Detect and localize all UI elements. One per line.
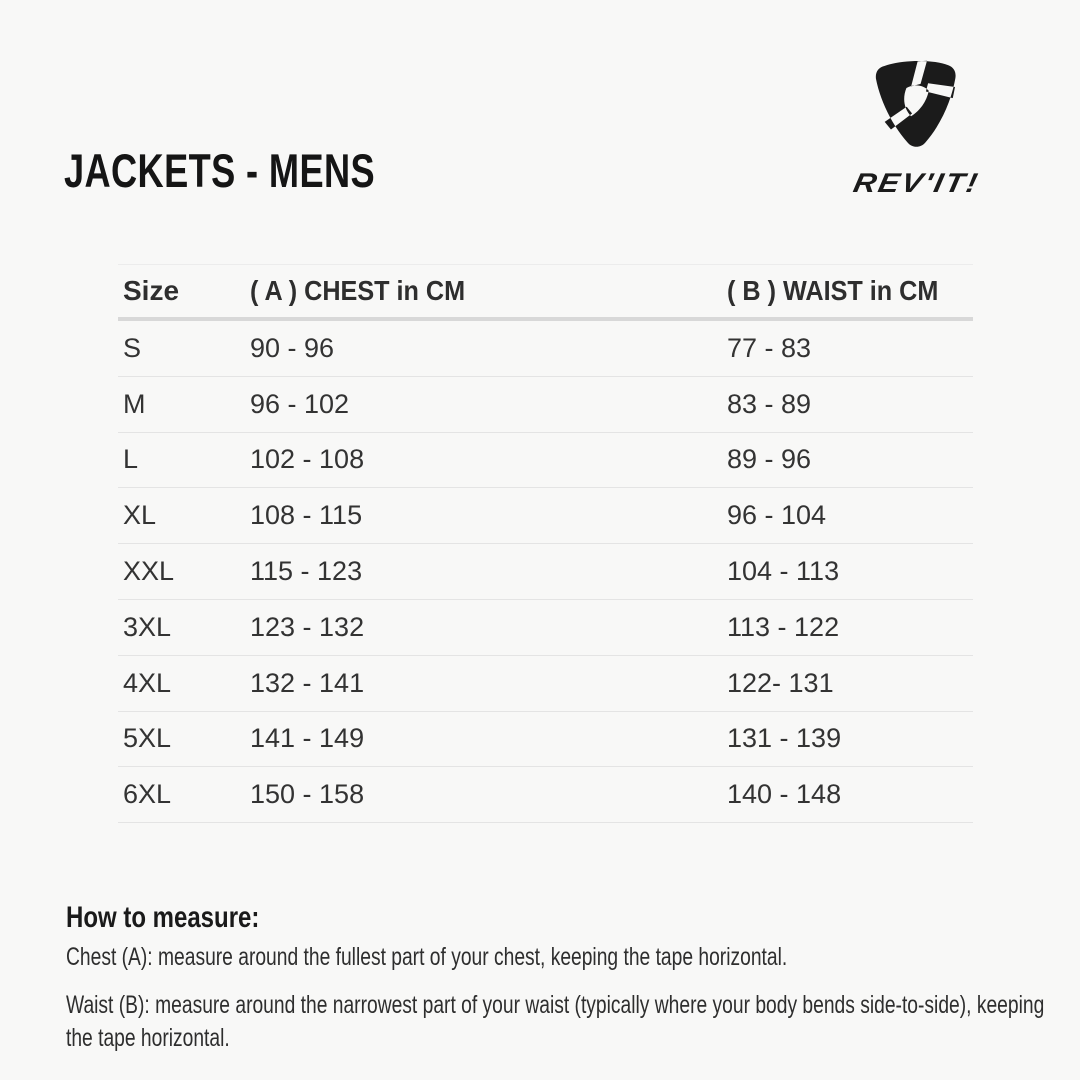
table-row [118, 656, 973, 712]
table-row [118, 600, 973, 656]
waist-value: 89 - 96 [727, 444, 812, 475]
size-label: 4XL [123, 667, 172, 698]
waist-instruction-line: the tape horizontal. [66, 1024, 230, 1052]
brand-wordmark: REV'IT! [850, 168, 982, 198]
table-row [118, 433, 973, 489]
size-label: 3XL [123, 611, 172, 642]
waist-value: 96 - 104 [727, 500, 827, 531]
col-header-waist: ( B ) WAIST in CM [727, 275, 939, 306]
table-row [118, 377, 973, 433]
waist-value: 104 - 113 [727, 556, 840, 587]
waist-value: 77 - 83 [727, 332, 812, 363]
page-title: JACKETS - MENS [64, 144, 376, 197]
table-row [118, 544, 973, 600]
revit-shield-icon [858, 52, 974, 164]
how-to-measure-heading: How to measure: [66, 901, 260, 934]
size-label: XXL [123, 556, 175, 587]
waist-instruction [66, 989, 1080, 1055]
waist-value: 122- 131 [727, 667, 834, 698]
waist-instruction-line: Waist (B): measure around the narrowest part of your waist (typically where your body bends side-to-side), keeping [66, 991, 1045, 1019]
size-label: M [123, 388, 146, 419]
waist-value: 83 - 89 [727, 388, 812, 419]
size-label: 5XL [123, 723, 172, 754]
chest-instruction [66, 941, 1003, 974]
waist-value: 140 - 148 [727, 779, 842, 810]
col-header-chest: ( A ) CHEST in CM [250, 275, 466, 306]
size-label: S [123, 332, 142, 363]
table-row [118, 712, 973, 768]
table-header-row [118, 264, 973, 321]
table-row [118, 767, 973, 823]
table-row [118, 488, 973, 544]
chest-value: 108 - 115 [250, 500, 363, 531]
chest-instruction-line: Chest (A): measure around the fullest part of your chest, keeping the tape horizontal. [66, 943, 788, 971]
size-label: 6XL [123, 779, 172, 810]
chest-value: 132 - 141 [250, 667, 365, 698]
chest-value: 115 - 123 [250, 556, 363, 587]
col-header-size: Size [123, 275, 180, 306]
chest-value: 141 - 149 [250, 723, 365, 754]
chest-value: 150 - 158 [250, 779, 365, 810]
chest-value: 90 - 96 [250, 332, 335, 363]
brand-logo [843, 52, 989, 199]
waist-value: 113 - 122 [727, 611, 840, 642]
chest-value: 96 - 102 [250, 388, 350, 419]
size-label: XL [123, 500, 157, 531]
waist-value: 131 - 139 [727, 723, 842, 754]
size-label: L [123, 444, 139, 475]
chest-value: 102 - 108 [250, 444, 365, 475]
chest-value: 123 - 132 [250, 611, 365, 642]
table-row [118, 321, 973, 377]
size-table [118, 264, 973, 823]
